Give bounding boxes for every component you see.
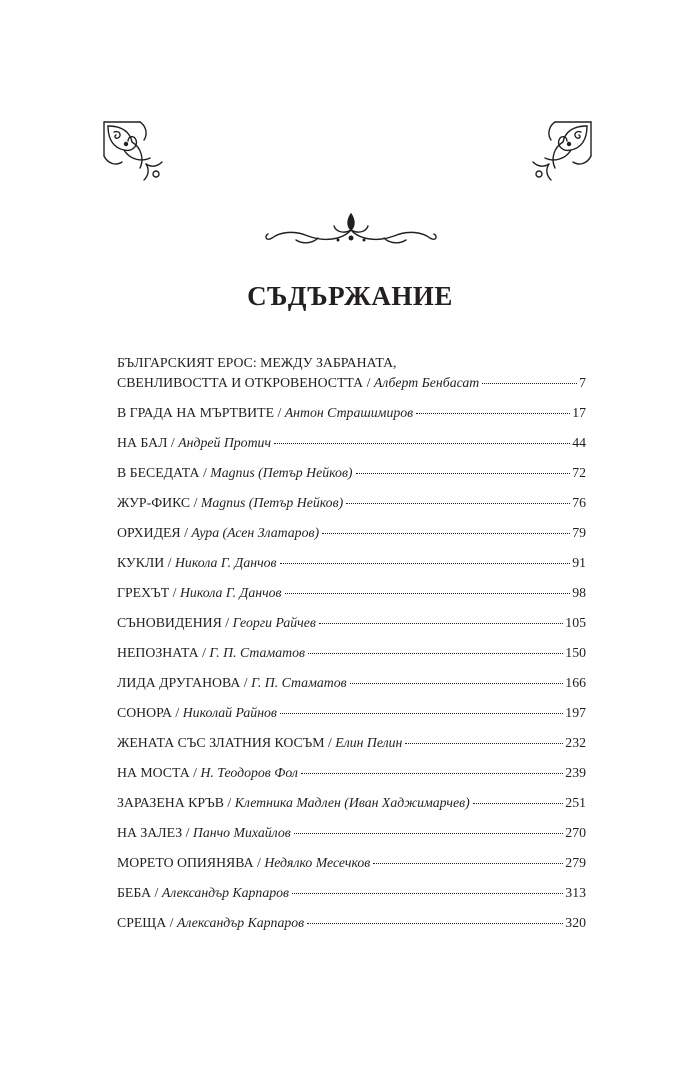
corner-ornament-right-icon: [523, 118, 595, 190]
toc-separator: /: [170, 435, 175, 450]
toc-entry-author: Панчо Михайлов: [192, 825, 291, 840]
dot-leader: [280, 713, 563, 714]
toc-entry-author: Г. П. Стаматов: [251, 675, 347, 690]
toc-entry[interactable]: [117, 673, 586, 693]
dot-leader: [292, 893, 563, 894]
toc-entry[interactable]: [117, 463, 586, 483]
toc-entry[interactable]: [117, 353, 586, 393]
toc-entry-author: Александър Карпаров: [161, 885, 290, 900]
toc-entry-author: Г. П. Стаматов: [209, 645, 305, 660]
corner-ornament-left-icon: [100, 118, 172, 190]
toc-entry-title: ЛИДА ДРУГАНОВА: [117, 675, 241, 690]
toc-entry[interactable]: [117, 763, 586, 783]
toc-entry-page-number: 270: [565, 825, 586, 840]
toc-entry-author: Антон Страшимиров: [284, 405, 414, 420]
toc-entry-title: ГРЕХЪТ: [117, 585, 170, 600]
toc-entry-page-number: 7: [579, 375, 586, 390]
toc-entry-page-number: 313: [565, 885, 586, 900]
dot-leader: [322, 533, 570, 534]
table-of-contents: [117, 353, 586, 943]
toc-separator: /: [185, 825, 190, 840]
toc-entry-title: НА БАЛ: [117, 435, 168, 450]
toc-entry-title: НА ЗАЛЕЗ: [117, 825, 183, 840]
toc-separator: /: [227, 795, 232, 810]
dot-leader: [301, 773, 563, 774]
toc-entry-title: СВЕНЛИВОСТТА И ОТКРОВЕНОСТТА: [117, 375, 364, 390]
toc-separator: /: [193, 495, 198, 510]
toc-separator: /: [184, 525, 188, 540]
toc-entry-title: ЖУР-ФИКС: [117, 495, 191, 510]
toc-entry[interactable]: [117, 523, 586, 543]
toc-entry-page-number: 251: [565, 795, 586, 810]
toc-entry-author: Георги Райчев: [232, 615, 316, 630]
toc-separator: /: [175, 705, 180, 720]
dot-leader: [356, 473, 571, 474]
toc-entry-title: НЕПОЗНАТА: [117, 645, 199, 660]
toc-entry-author: Николай Райнов: [182, 705, 277, 720]
toc-entry-page-number: 76: [572, 495, 586, 510]
toc-entry[interactable]: [117, 433, 586, 453]
dot-leader: [416, 413, 570, 414]
toc-separator: /: [193, 765, 197, 780]
dot-leader: [373, 863, 563, 864]
toc-entry-title: СЪНОВИДЕНИЯ: [117, 615, 222, 630]
toc-entry-page-number: 72: [572, 465, 586, 480]
toc-separator: /: [169, 915, 174, 930]
page-title: СЪДЪРЖАНИЕ: [247, 281, 453, 311]
toc-entry-page-number: 105: [565, 615, 586, 630]
toc-entry-author: Клетника Мадлен (Иван Хаджимарчев): [234, 795, 470, 810]
toc-entry-title-line1: БЪЛГАРСКИЯТ ЕРОС: МЕЖДУ ЗАБРАНАТА,: [117, 355, 397, 370]
toc-entry-page-number: 279: [565, 855, 586, 870]
toc-entry-author: Недялко Месечков: [264, 855, 371, 870]
toc-separator: /: [243, 675, 248, 690]
toc-separator: /: [366, 375, 371, 390]
toc-entry-author: Никола Г. Данчов: [179, 585, 282, 600]
toc-separator: /: [202, 645, 206, 660]
flourish-divider-icon: [258, 210, 444, 252]
toc-separator: /: [202, 465, 207, 480]
toc-entry-page-number: 98: [572, 585, 586, 600]
toc-entry-title: СРЕЩА: [117, 915, 167, 930]
toc-entry[interactable]: [117, 703, 586, 723]
dot-leader: [482, 383, 577, 384]
toc-entry-author: Magnus (Петър Нейков): [210, 465, 353, 480]
toc-entry-author: Андрей Протич: [178, 435, 272, 450]
toc-entry-author: Magnus (Петър Нейков): [200, 495, 344, 510]
toc-entry-author: Аура (Асен Златаров): [191, 525, 320, 540]
dot-leader: [285, 593, 571, 594]
toc-entry-title: ЖЕНАТА СЪС ЗЛАТНИЯ КОСЪМ: [117, 735, 325, 750]
toc-entry-title: МОРЕТО ОПИЯНЯВА: [117, 855, 254, 870]
toc-entry-page-number: 79: [572, 525, 586, 540]
toc-entry[interactable]: [117, 853, 586, 873]
dot-leader: [294, 833, 564, 834]
toc-entry[interactable]: [117, 643, 586, 663]
toc-separator: /: [257, 855, 261, 870]
toc-entry-title: В ГРАДА НА МЪРТВИТЕ: [117, 405, 274, 420]
toc-entry-author: Н. Теодоров Фол: [200, 765, 298, 780]
dot-leader: [307, 923, 563, 924]
dot-leader: [280, 563, 571, 564]
toc-entry-page-number: 320: [565, 915, 586, 930]
toc-separator: /: [225, 615, 230, 630]
toc-entry[interactable]: [117, 403, 586, 423]
toc-entry[interactable]: [117, 613, 586, 633]
toc-separator: /: [154, 885, 159, 900]
toc-separator: /: [172, 585, 177, 600]
toc-entry-title: СОНОРА: [117, 705, 172, 720]
dot-leader: [319, 623, 563, 624]
toc-entry[interactable]: [117, 883, 586, 903]
toc-entry[interactable]: [117, 553, 586, 573]
toc-entry[interactable]: [117, 733, 586, 753]
toc-separator: /: [277, 405, 282, 420]
toc-entry-page-number: 166: [565, 675, 586, 690]
toc-entry-title: БЕБА: [117, 885, 152, 900]
toc-separator: /: [327, 735, 332, 750]
toc-entry-title: В БЕСЕДАТА: [117, 465, 200, 480]
toc-entry-author: Александър Карпаров: [176, 915, 305, 930]
toc-entry[interactable]: [117, 493, 586, 513]
toc-entry-page-number: 197: [565, 705, 586, 720]
dot-leader: [473, 803, 564, 804]
dot-leader: [346, 503, 570, 504]
dot-leader: [350, 683, 564, 684]
toc-entry[interactable]: [117, 583, 586, 603]
toc-separator: /: [167, 555, 172, 570]
toc-entry-title: КУКЛИ: [117, 555, 165, 570]
dot-leader: [308, 653, 563, 654]
toc-entry-title: НА МОСТА: [117, 765, 190, 780]
dot-leader: [405, 743, 563, 744]
toc-entry-page-number: 91: [572, 555, 586, 570]
toc-entry-page-number: 239: [565, 765, 586, 780]
toc-entry-page-number: 232: [565, 735, 586, 750]
toc-entry-title: ОРХИДЕЯ: [117, 525, 181, 540]
toc-entry-author: Елин Пелин: [335, 735, 403, 750]
dot-leader: [274, 443, 570, 444]
toc-entry[interactable]: [117, 793, 586, 813]
toc-entry-author: Никола Г. Данчов: [174, 555, 277, 570]
toc-entry-title: ЗАРАЗЕНА КРЪВ: [117, 795, 224, 810]
toc-entry-author: Алберт Бенбасат: [373, 375, 480, 390]
toc-entry[interactable]: [117, 823, 586, 843]
toc-entry[interactable]: [117, 913, 586, 933]
toc-entry-page-number: 44: [572, 435, 586, 450]
toc-entry-page-number: 150: [565, 645, 586, 660]
toc-entry-page-number: 17: [572, 405, 586, 420]
